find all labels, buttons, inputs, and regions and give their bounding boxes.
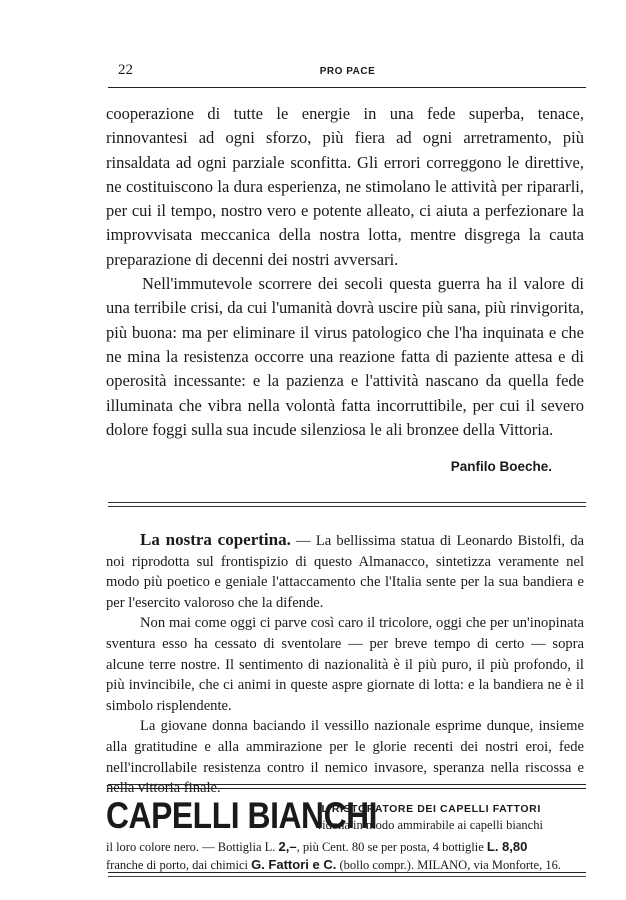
article-paragraph-1: cooperazione di tutte le energie in una fede superba, tenace, rinnovantesi ad ogni sforzo, più fiera ad ogni arretramento, più rinsaldata ad ogni parziale sconfitta. Gli errori correggono le direttive, ne costituiscono la dura esperienza, ne stimolano le attività per ripararli, per cui il tempo, nostro vero e potente alleato, ci aiuta a perfezionare la improvvisata meccanica della nostra lotta, mentre disgrega la cauta preparazione di decenni dei nostri avversari. bbox=[106, 104, 584, 269]
ad-text-line-1: ridona in modo ammirabile ai capelli bianchi bbox=[318, 818, 543, 832]
cover-note-title: La nostra copertina. bbox=[140, 530, 291, 549]
page-header bbox=[110, 62, 585, 84]
ad-seller: G. Fattori e C. bbox=[251, 857, 337, 872]
ad-top-rule bbox=[108, 784, 586, 789]
header-rule bbox=[108, 87, 586, 88]
ad-line-3-text: franche di porto, dai chimici bbox=[106, 858, 252, 872]
ad-bottom-rule bbox=[108, 872, 586, 877]
author-signature: Panfilo Boeche. bbox=[450, 459, 552, 474]
ad-line-2-text: il loro colore nero. — Bottiglia L. bbox=[106, 840, 279, 854]
article-paragraph-2: Nell'immutevole scorrere dei secoli questa guerra ha il valore di una terribile crisi, da cui l'umanità dovrà uscire più sana, più rinvigorita, più buona: ma per eliminare il virus patologico che l'ha inquinata e che ne mina la resistenza occorre una reazione fatta di paziente attesa e di operosità incessante: e la pazienza e l'attività nascano da quella fede illuminata che vibra nella volontà fatta incorruttibile, per cui il severo dolore foggi sulla sua incude silenziosa le ali bronzee della Vittoria. bbox=[106, 274, 584, 439]
ad-line-2-text-b: , più Cent. 80 se per posta, 4 bottiglie bbox=[296, 840, 487, 854]
running-title: PRO PACE bbox=[319, 66, 376, 77]
ad-text-line-3 bbox=[106, 857, 584, 873]
cover-note-paragraph-2: Non mai come oggi ci parve così caro il tricolore, oggi che per un'inopinata sventura esso ha cessato di sventolare — per breve tempo di certo — sopra alcune terre nostre. Il sentimento di nazionalità è il più puro, il più profondo, il più invincibile, che ci animi in queste aspre giornate di lotta: e la bandiera ne è il simbolo risplendente. bbox=[106, 615, 584, 714]
cover-note-paragraph-1-text: — La bellissima statua di Leonardo Bistolfi, da noi riprodotta sul frontispizio di questo Almanacco, sintetizza veramente nel modo più poetico e geniale l'attaccamento che l'Italia sente per la sua bandiera e per l'esercito valoroso che la difende. bbox=[106, 533, 585, 611]
cover-note-paragraph-1 bbox=[106, 530, 584, 613]
cover-note-section bbox=[106, 530, 584, 799]
article-body bbox=[106, 102, 584, 442]
section-divider bbox=[108, 502, 586, 507]
ad-bulk-price: L. 8,80 bbox=[486, 839, 528, 854]
advertisement bbox=[106, 795, 584, 875]
ad-text-line-2 bbox=[106, 839, 584, 855]
cover-note-paragraph-3: La giovane donna baciando il vessillo nazionale esprime dunque, insieme alla gratitudine e alla ammirazione per le glorie recenti dei nostri eroi, fede nell'incrollabile resistenza contro il nemico invasore, speranza nella riscossa e nella vittoria finale. bbox=[106, 718, 584, 797]
ad-line-3-text-b: (bollo compr.). MILANO, via Monforte, 16. bbox=[336, 858, 561, 872]
page-number: 22 bbox=[118, 62, 133, 78]
ad-price: 2,– bbox=[278, 839, 297, 854]
ad-brand-name: CAPELLI BIANCHI bbox=[106, 795, 378, 836]
ad-tagline: IL RISTORATORE DEI CAPELLI FATTORI bbox=[318, 803, 541, 815]
